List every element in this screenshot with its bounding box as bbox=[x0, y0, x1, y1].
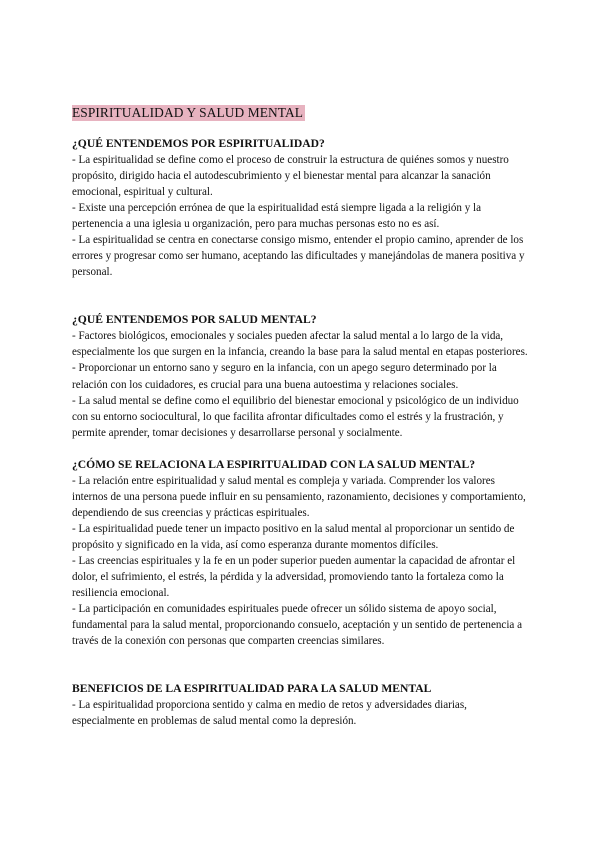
section-spacer bbox=[72, 441, 530, 457]
section-mental-health bbox=[72, 312, 530, 440]
paragraph: - La espiritualidad proporciona sentido y calma en medio de retos y adversidades diarias, especialmente en problemas de salud mental como la depresión. bbox=[72, 699, 467, 728]
section-relationship bbox=[72, 457, 530, 650]
paragraph: - Proporcionar un entorno sano y seguro en la infancia, con un apego seguro determinado por la relación con los cuidadores, es crucial para una buena autoestima y relaciones sociales. bbox=[72, 362, 497, 391]
document-page bbox=[72, 104, 530, 729]
document-title: ESPIRITUALIDAD Y SALUD MENTAL bbox=[72, 105, 304, 120]
paragraph: - Las creencias espirituales y la fe en un poder superior pueden aumentar la capacidad de afrontar el dolor, el sufrimiento, el estrés, la pérdida y la adversidad, promoviendo tanto la fortaleza como la resiliencia emocional. bbox=[72, 554, 516, 600]
section-benefits bbox=[72, 681, 530, 729]
section-heading: BENEFICIOS DE LA ESPIRITUALIDAD PARA LA SALUD MENTAL bbox=[72, 682, 432, 696]
paragraph: - La relación entre espiritualidad y salud mental es compleja y variada. Comprender los valores internos de una persona puede influir en su pensamiento, razonamiento, decisiones y comportamiento, dependiendo de sus creencias y prácticas espirituales. bbox=[72, 474, 526, 519]
paragraph: - La espiritualidad se centra en conectarse consigo mismo, entender el propio camino, aprender de los errores y progresar como ser humano, aceptando las dificultades y manejándolas de manera positiva y personal. bbox=[72, 234, 525, 279]
paragraph: - La espiritualidad se define como el proceso de construir la estructura de quiénes somos y nuestro propósito, dirigido hacia el autodescubrimiento y el bienestar mental para alcanzar la sanación emocional, espiritual y cultural. bbox=[72, 154, 509, 199]
section-spacer bbox=[72, 649, 530, 681]
section-heading: ¿QUÉ ENTENDEMOS POR SALUD MENTAL? bbox=[72, 313, 317, 327]
section-spacer bbox=[72, 280, 530, 312]
section-heading: ¿QUÉ ENTENDEMOS POR ESPIRITUALIDAD? bbox=[72, 137, 325, 150]
section-heading: ¿CÓMO SE RELACIONA LA ESPIRITUALIDAD CON LA SALUD MENTAL? bbox=[72, 457, 476, 471]
section-spirituality bbox=[72, 136, 530, 280]
paragraph: - La participación en comunidades espirituales puede ofrecer un sólido sistema de apoyo social, fundamental para la salud mental, proporcionando consuelo, aceptación y un sentido de pertenencia a través de la conexión con personas que comparten creencias similares. bbox=[72, 603, 523, 648]
paragraph: - Factores biológicos, emocionales y sociales pueden afectar la salud mental a lo largo de la vida, especialmente los que surgen en la infancia, creando la base para la salud mental en etapas posteriores. bbox=[72, 330, 528, 359]
paragraph: - La salud mental se define como el equilibrio del bienestar emocional y psicológico de un individuo con su entorno sociocultural, lo que facilita afrontar dificultades como el estrés y la frustración, y permite aprender, tomar decisiones y desarrollarse personal y socialmente. bbox=[72, 394, 519, 439]
paragraph: - La espiritualidad puede tener un impacto positivo en la salud mental al proporcionar un sentido de propósito y significado en la vida, así como esperanza durante momentos difíciles. bbox=[72, 522, 515, 551]
paragraph: - Existe una percepción errónea de que la espiritualidad está siempre ligada a la religión y la pertenencia a una iglesia u organización, pero para muchas personas esto no es así. bbox=[72, 202, 482, 231]
